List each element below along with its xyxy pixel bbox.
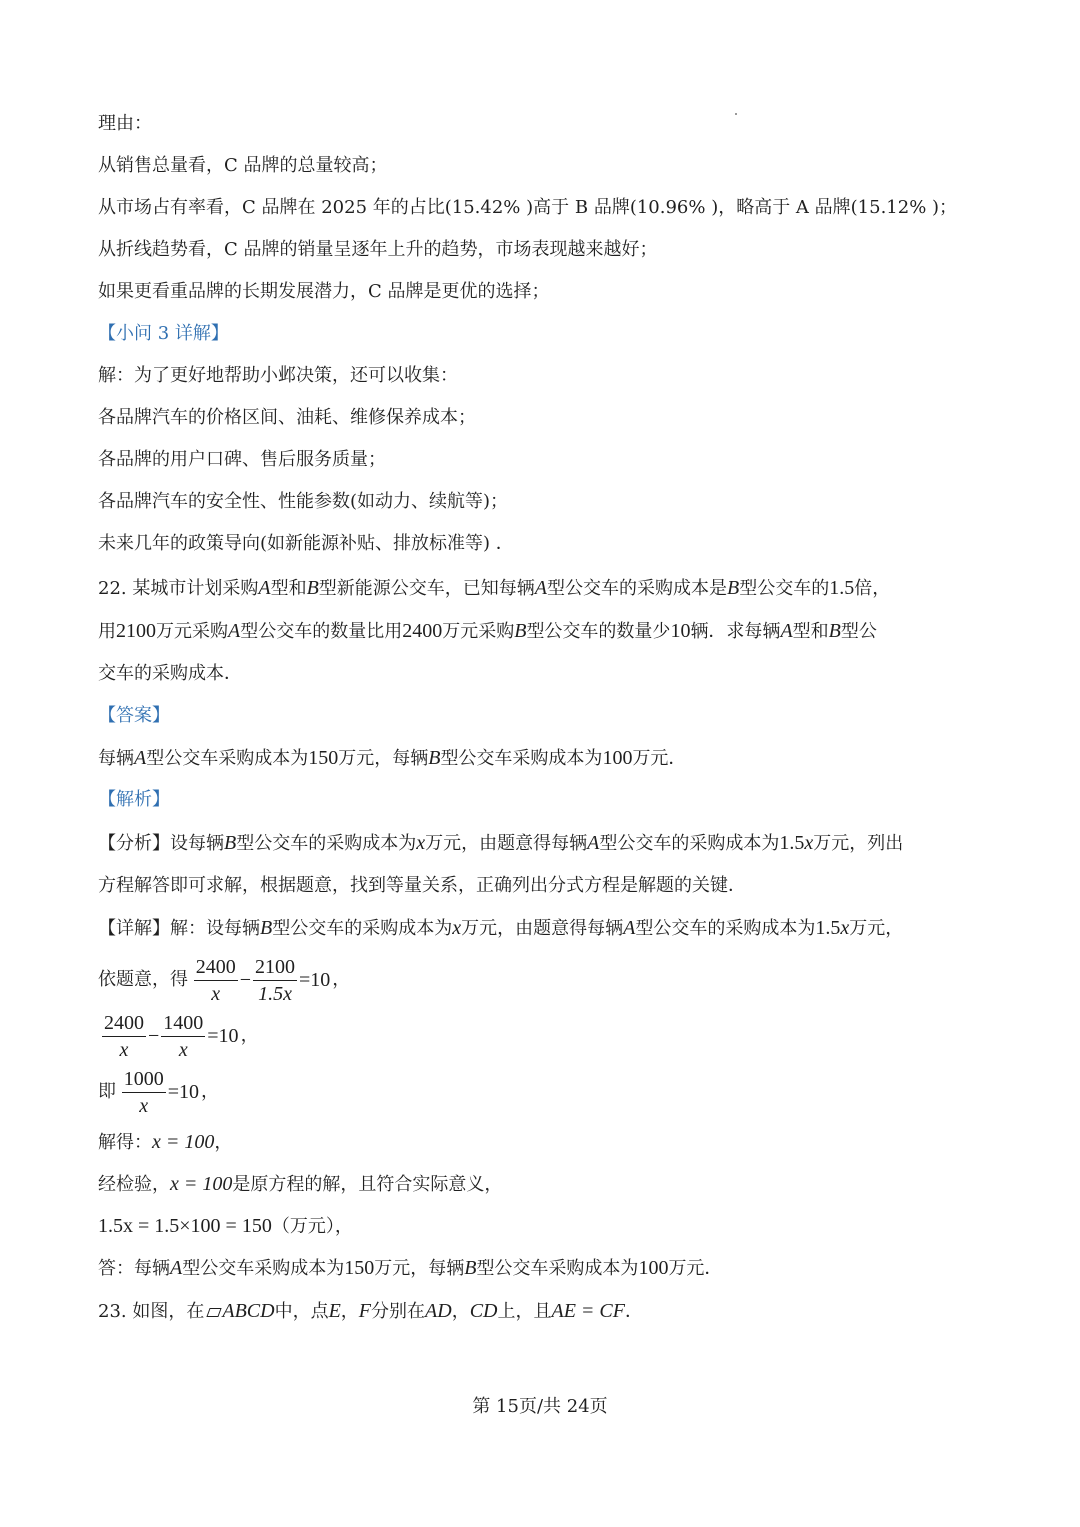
fraction-2100-over-1-5x: $\frac{2100}{1.5x}$ xyxy=(255,955,296,1005)
reason-total-sales: 从销售总量看，C 品牌的总量较高； xyxy=(98,155,388,176)
collect-item-3: 各品牌汽车的安全性、性能参数(如动力、续航等)； xyxy=(98,491,509,512)
q22-line-1: 22. 某城市计划采购A型和B型新能源公交车，已知每辆A型公交车的采购成本是B型公交车的1.5倍， xyxy=(98,577,891,599)
reason-label: 理由： xyxy=(98,113,152,134)
final-answer: 答：每辆A型公交车采购成本为150万元，每辆B型公交车采购成本为100万元． xyxy=(98,1257,723,1279)
fraction-2400-over-x-2: $\frac{2400}{x}$ xyxy=(104,1011,144,1061)
answer-tag: 【答案】 xyxy=(98,705,170,726)
subquestion-3-heading: 【小问 3 详解】 xyxy=(98,323,229,344)
fraction-2400-over-x: $\frac{2400}{x}$ xyxy=(195,955,236,1005)
collect-intro: 解：为了更好地帮助小邺决策，还可以收集： xyxy=(98,365,458,386)
collect-item-2: 各品牌的用户口碑、售后服务质量； xyxy=(98,449,386,470)
equation-2: $\frac{2400}{x}$ − $\frac{1400}{x}$ =10 ， xyxy=(104,1011,259,1061)
equation-1: 依题意，得 $\frac{2400}{x}$ − $\frac{2100}{1.5x}$ =10 ， xyxy=(98,955,351,1005)
fraction-1000-over-x: $\frac{1000}{x}$ xyxy=(123,1067,164,1117)
equation-3: 即 $\frac{1000}{x}$ =10 ， xyxy=(98,1067,220,1117)
analysis-line-2: 方程解答即可求解，根据题意，找到等量关系，正确列出分式方程是解题的关键． xyxy=(98,875,746,896)
q22-line-3: 交车的采购成本． xyxy=(98,663,242,684)
solution-line: 解得：x = 100， xyxy=(98,1131,233,1153)
collect-item-4: 未来几年的政策导向(如新能源补贴、排放标准等) ． xyxy=(98,533,514,554)
speck xyxy=(735,113,737,115)
reason-market-share: 从市场占有率看，C 品牌在 2025 年的占比(15.42% )高于 B 品牌(10.96% )，略高于 A 品牌(15.12% )； xyxy=(98,197,958,218)
calc-line: 1.5x = 1.5×100 = 150（万元）， xyxy=(98,1215,353,1237)
q22-line-2: 用2100万元采购A型公交车的数量比用2400万元采购B型公交车的数量少10辆．求每辆A型和B型公 xyxy=(98,620,877,642)
check-line: 经检验，x = 100是原方程的解，且符合实际意义， xyxy=(98,1173,503,1195)
fraction-1400-over-x: $\frac{1400}{x}$ xyxy=(163,1011,204,1061)
reason-conclusion: 如果更看重品牌的长期发展潜力，C 品牌是更优的选择； xyxy=(98,281,550,302)
analysis-line-1: 【分析】设每辆B型公交车的采购成本为x万元，由题意得每辆A型公交车的采购成本为1.5x万元，列出 xyxy=(98,832,904,854)
analysis-tag: 【解析】 xyxy=(98,789,170,810)
detail-line-1: 【详解】解：设每辆B型公交车的采购成本为x万元，由题意得每辆A型公交车的采购成本为1.5x万元， xyxy=(98,917,904,939)
answer-text: 每辆A型公交车采购成本为150万元，每辆B型公交车采购成本为100万元． xyxy=(98,747,687,769)
q23-line-1: 23. 如图，在 ABCD中，点E，F分别在AD，CD上，且AE = CF． xyxy=(98,1300,643,1322)
reason-trend: 从折线趋势看，C 品牌的销量呈逐年上升的趋势，市场表现越来越好； xyxy=(98,239,658,260)
page-footer: 第 15页/共 24页 xyxy=(472,1396,608,1417)
parallelogram-icon xyxy=(207,1308,222,1317)
collect-item-1: 各品牌汽车的价格区间、油耗、维修保养成本； xyxy=(98,407,476,428)
